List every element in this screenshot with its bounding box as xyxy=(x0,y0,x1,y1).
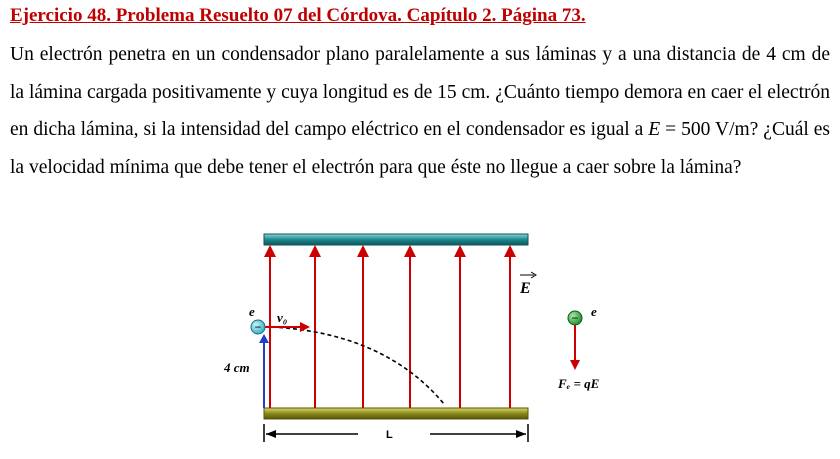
problem-text-part2: = 500 V/m? ¿Cuál es la velocidad mínima que debe tener el electrón para que éste no llegue a caer sobre la lámina? xyxy=(10,119,830,178)
problem-statement xyxy=(10,36,830,186)
length-label: L xyxy=(386,429,393,441)
distance-label: 4 cm xyxy=(224,360,250,375)
top-plate xyxy=(264,234,528,245)
electron-sign-left: − xyxy=(254,320,262,334)
field-variable: E xyxy=(648,119,661,140)
electron-label-left: e xyxy=(249,304,255,319)
force-label: Fₑ = qE xyxy=(558,376,600,391)
bottom-plate xyxy=(264,408,528,419)
field-label: E xyxy=(520,280,531,297)
trajectory xyxy=(272,327,444,404)
capacitor-figure xyxy=(200,228,640,454)
electron-sign-right: − xyxy=(571,311,579,325)
exercise-title: Ejercicio 48. Problema Resuelto 07 del Córdova. Capítulo 2. Página 73. xyxy=(10,5,586,26)
electron-label-right: e xyxy=(591,304,597,319)
problem-text-part1: Un electrón penetra en un condensador plano paralelamente a sus láminas y a una distancia de 4 cm de la lámina cargada positivamente y cuya longitud es de 15 cm. ¿Cuánto tiempo demora en caer el electrón en dicha lámina, si la intensidad del campo eléctrico en el condensador es igual a xyxy=(10,44,830,140)
capacitor-diagram xyxy=(200,228,640,454)
velocity-label: v₀ xyxy=(277,310,288,325)
